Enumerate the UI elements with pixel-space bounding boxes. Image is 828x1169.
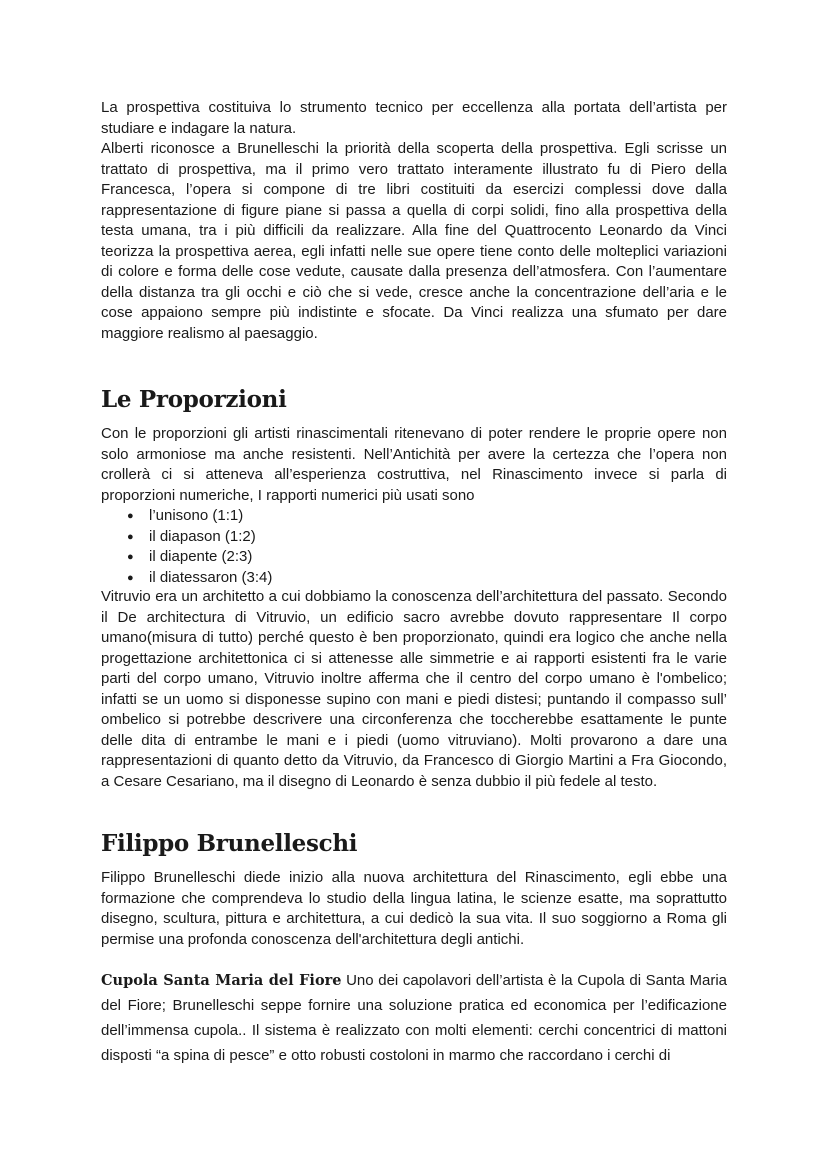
cupola-text: Uno dei capolavori dell’artista è la Cupola di Santa Maria del Fiore; Brunelleschi seppe fornire una soluzione pratica ed economica per l’edificazione dell’immensa cupola.. Il sistema è realizzato con molti elementi: cerchi concentrici di mattoni disposti “a spina di pesce” e otto robusti costoloni in marmo che raccordano i cerchi di [101,972,727,1064]
list-item: ● l’unisono (1:1) [101,506,727,527]
bullet-icon: ● [127,551,134,563]
bullet-icon: ● [127,571,134,584]
bullet-icon: ● [127,530,134,543]
paragraph-vitruvio: Vitruvio era un architetto a cui dobbiamo la conoscenza dell’architettura del passato. Secondo il De architectura di Vitruvio, un edificio sacro avrebbe dovuto rappresentare Il corpo umano(misura di tutto) perché questo è ben proporzionato, quindi era logico che anche nella progettazione architettonica ci si attenesse alle simmetrie e ai rapporti esistenti fra le varie parti del corpo umano, Vitruvio inoltre afferma che il centro del corpo umano è l'ombelico; infatti se un uomo si disponesse supino con mani e piedi distesi; puntando il compasso sull’ ombelico si potrebbe descrivere una circonferenza che toccherebbe esattamente le punte delle dita di entrambe le mani e i piedi (uomo vitruviano). Molti provarono a dare una rappresentazioni di quanto detto da Vitruvio, da Francesco di Giorgio Martini a Fra Giocondo, a Cesare Cesariano, ma il disegno di Leonardo è senza dubbio il più fedele al testo. [101,588,727,790]
list-item: ● il diapente (2:3) [101,547,727,568]
paragraph-proporzioni-intro: Con le proporzioni gli artisti rinascimentali ritenevano di poter rendere le proprie opere non solo armoniose ma anche resistenti. Nell’Antichità per avere la certezza che l’opera non crollerà ci si atteneva all’esperienza costruttiva, nel Rinascimento invece si parla di proporzioni numeriche, I rapporti numerici più usati sono [101,425,727,504]
paragraph-brunelleschi-intro: Filippo Brunelleschi diede inizio alla nuova architettura del Rinascimento, egli ebbe una formazione che comprendeva lo studio della lingua latina, le scienze esatte, ma soprattutto disegno, scultura, pittura e architettura, a cui dedicò la sua vita. Il suo soggiorno a Roma gli permise una profonda conoscenza dell'architettura degli antichi. [101,869,727,948]
ratio-list [101,506,727,588]
paragraph-cupola [101,968,727,1068]
list-item: ● il diapason (1:2) [101,527,727,548]
section-title-brunelleschi: Filippo Brunelleschi [101,830,358,857]
cupola-subheading: Cupola Santa Maria del Fiore [101,972,342,989]
paragraph-perspective-history: Alberti riconosce a Brunelleschi la priorità della scoperta della prospettiva. Egli scrisse un trattato di prospettiva, ma il primo vero trattato interamente illustrato fu di Piero della Francesca, l’opera si compone di tre libri costituiti da esercizi complessi dove dalla rappresentazione di figure piane si passa a quella di corpi solidi, fino alla prospettiva della testa umana, tra i più difficili da realizzare. Alla fine del Quattrocento Leonardo da Vinci teorizza la prospettiva aerea, egli infatti nelle sue opere tiene conto delle molteplici variazioni di colore e forma delle cose vedute, causate dalla presenza dell’atmosfera. Con l’aumentare della distanza tra gli occhi e ciò che si vede, cresce anche la concentrazione dell’aria e le cose appaiono sempre più indistinte e sfocate. Da Vinci realizza una sfumato per dare maggiore realismo al paesaggio. [101,140,727,342]
list-item: ● il diatessaron (3:4) [101,568,727,589]
paragraph-perspective-intro: La prospettiva costituiva lo strumento tecnico per eccellenza alla portata dell’artista per studiare e indagare la natura. [101,99,727,137]
section-title-proporzioni: Le Proporzioni [101,386,287,413]
bullet-icon: ● [127,510,134,522]
